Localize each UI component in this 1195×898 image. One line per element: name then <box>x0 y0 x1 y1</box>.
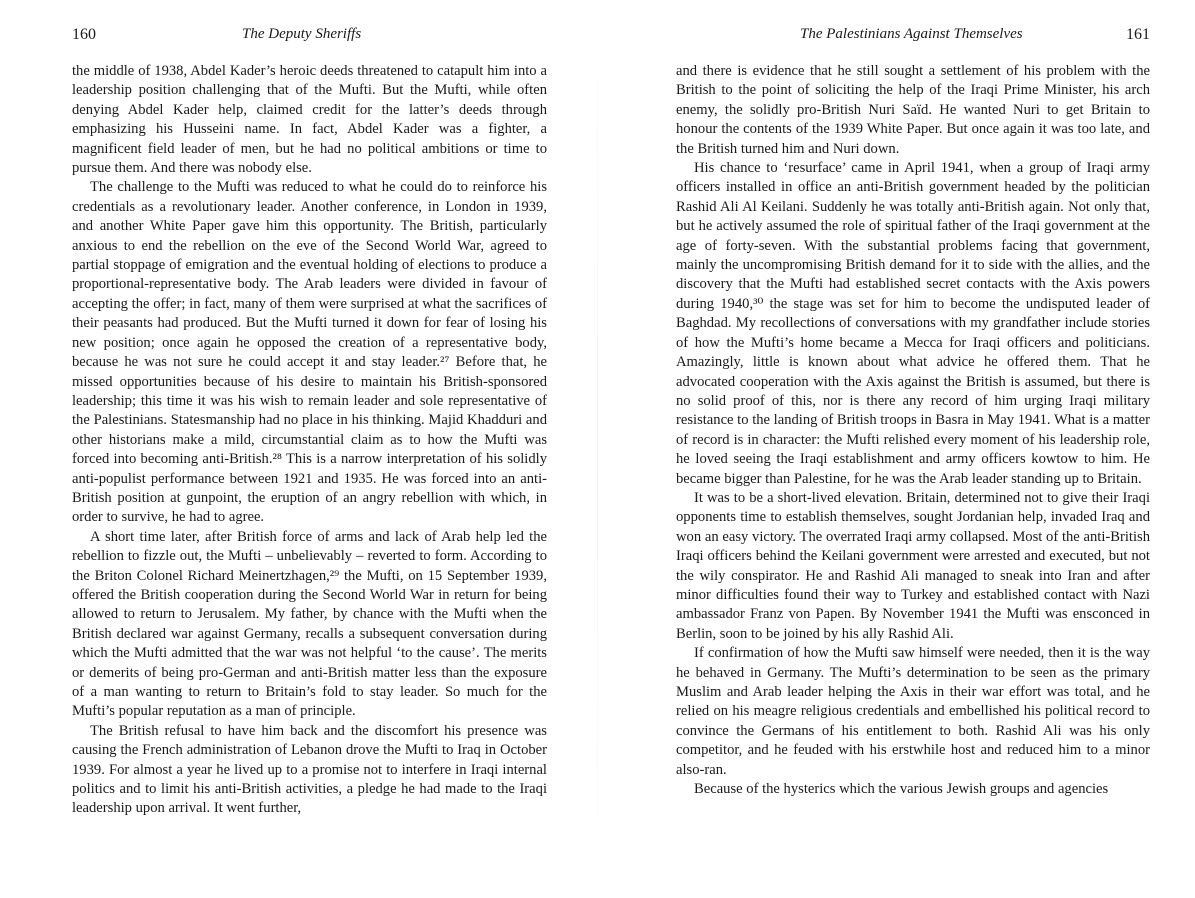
paragraph: The challenge to the Mufti was reduced to what he could do to reinforce his credentials as a revolutionary leader. Another conference, in London in 1939, and another White Paper gave him this opportunity. The British, particularly anxious to end the rebellion on the eve of the Second World War, agreed to partial stoppage of emigration and the eventual holding of elections to produce a proportional-representative body. The Arab leaders were divided in favour of accepting the offer; in fact, many of them were surprised at what the sacrifices of their peasants had produced. But the Mufti turned it down for fear of losing his new position; once again he opposed the creation of a representative body, because he was not sure he could accept it and stay leader.²⁷ Before that, he missed opportunities because of his desire to maintain his British-sponsored leadership; this time it was his wish to remain leader and sole representative of the Palestinians. Statesmanship had no place in his thinking. Majid Khadduri and other historians make a mild, circumstantial claim as to how the Mufti was forced into becoming anti-British.²⁸ This is a narrow interpretation of his solidly anti-populist performance between 1921 and 1935. He was forced into an anti-British position at gunpoint, the eruption of an angry rebellion with which, in order to survive, he had to agree. <box>72 179 547 526</box>
paragraph: Because of the hysterics which the various Jewish groups and agencies <box>694 781 1109 798</box>
page-number: 161 <box>1126 26 1150 43</box>
paragraph: A short time later, after British force of arms and lack of Arab help led the rebellion to fizzle out, the Mufti – unbelievably – reverted to form. According to the Briton Colonel Richard Meinertzhagen,²⁹ the Mufti, on 15 September 1939, offered the British cooperation during the Second World War in return for being allowed to return to Jerusalem. My father, by chance with the Mufti when the British declared war against Germany, recalls a subsequent conversation during which the Mufti admitted that the war was not helpful ‘to the cause’. The merits or demerits of being pro-German and anti-British matter less than the exposure of a man wanting to return to Britain’s fold to stay leader. So much for the Mufti’s popular reputation as a man of principle. <box>72 528 547 720</box>
book-gutter <box>597 0 598 898</box>
page-number: 160 <box>72 26 96 43</box>
paragraph: the middle of 1938, Abdel Kader’s heroic deeds threatened to catapult him into a leadership position challenging that of the Mufti. But the Mufti, while often denying Abdel Kader help, claimed credit for the latter’s deeds through emphasizing his Husseini name. In fact, Abdel Kader was a fighter, a magnificent field leader of men, but he had no political ambitions or time to pursue them. And there was nobody else. <box>72 63 547 177</box>
paragraph: The British refusal to have him back and the discomfort his presence was causing the French administration of Lebanon drove the Mufti to Iraq in October 1939. For almost a year he lived up to a promise not to interfere in Iraqi internal politics and to limit his anti-British activities, a pledge he had made to the Iraqi leadership upon arrival. It went further, <box>72 722 547 817</box>
left-page-body <box>72 62 547 819</box>
paragraph: It was to be a short-lived elevation. Britain, determined not to give their Iraqi opponents time to establish themselves, sought Jordanian help, invaded Iraq and won an easy victory. The overrated Iraqi army collapsed. Most of the anti-British Iraqi officers behind the Keilani government were arrested and executed, but not the wily conspirator. He and Rashid Ali managed to sneak into Iran and after minor difficulties found their way to Turkey and established contact with Nazi ambassador Franz von Papen. By November 1941 the Mufti was ensconced in Berlin, soon to be joined by his ally Rashid Ali. <box>676 489 1150 642</box>
paragraph: and there is evidence that he still sought a settlement of his problem with the British to the point of soliciting the help of the Iraqi Prime Minister, his arch enemy, the solidly pro-British Nuri Saïd. He wanted Nuri to get Britain to honour the contents of the 1939 White Paper. But once again it was too late, and the British turned him and Nuri down. <box>676 63 1150 157</box>
paragraph: If confirmation of how the Mufti saw himself were needed, then it is the way he behaved in Germany. The Mufti’s determination to be seen as the primary Muslim and Arab leader helping the Axis in their war effort was total, and he relied on his meagre religious credentials and embellished his political record to convince the Germans of his entitlement to both. Rashid Ali was his only competitor, and he feuded with his erstwhile host and reduced him to a minor also-ran. <box>676 645 1150 778</box>
right-page-header <box>676 0 1150 43</box>
running-title: The Deputy Sheriffs <box>242 26 362 42</box>
left-page <box>72 0 547 819</box>
left-page-header <box>72 0 547 43</box>
right-page <box>676 0 1150 799</box>
running-title: The Palestinians Against Themselves <box>800 26 1023 42</box>
right-page-body <box>676 62 1150 799</box>
paragraph: His chance to ‘resurface’ came in April 1941, when a group of Iraqi army officers installed in office an anti-British government headed by the politician Rashid Ali Al Keilani. Suddenly he was totally anti-British again. Not only that, but he actively assumed the role of spiritual father of the Iraqi government at the age of forty-seven. With the substantial problems facing that government, mainly the uncompromising British demand for it to side with the allies, and the discovery that the Mufti had established secret contacts with the Axis powers during 1940,³⁰ the stage was set for him to become the undisputed leader of Baghdad. My recollections of conversations with my grandfather include stories of how the Mufti’s home became a Mecca for Iraqi officers and politicians. Amazingly, little is known about what advice he offered them. That he advocated cooperation with the Axis against the British is assumed, but there is no solid proof of this, nor is there any record of him urging Iraqi military resistance to the landing of British troops in Basra in May 1941. What is a matter of record is in character: the Mufti relished every moment of his leadership role, he loved seeing the Iraqi establishment and army officers kowtow to him. He became bigger than Palestine, for he was the Arab leader standing up to Britain. <box>676 160 1150 487</box>
